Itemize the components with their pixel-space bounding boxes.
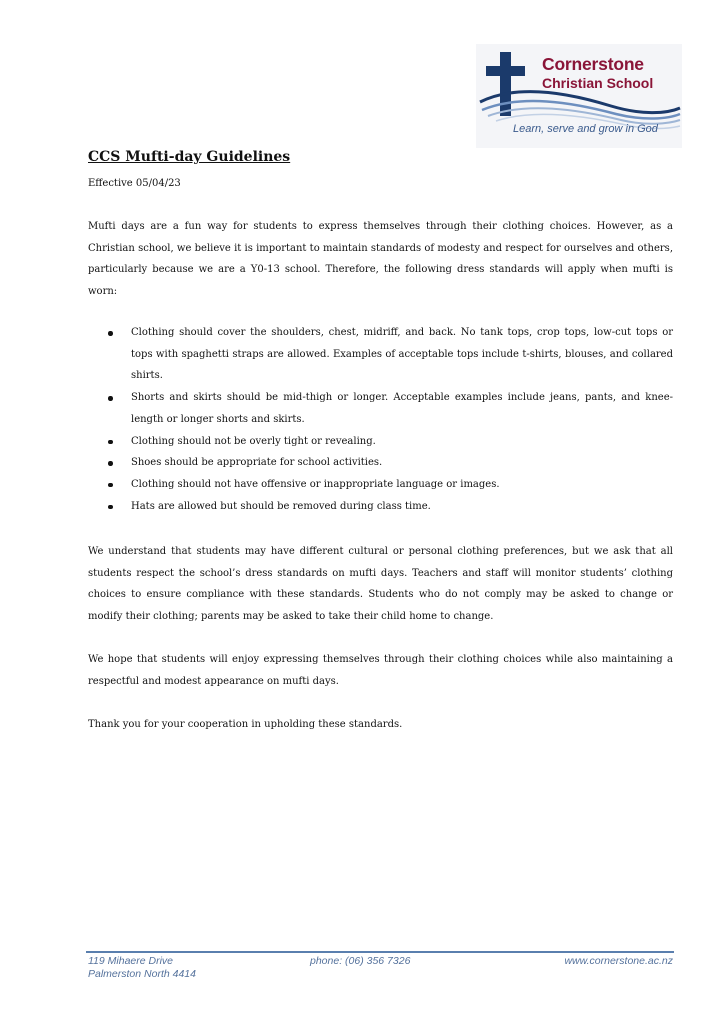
footer-website: www.cornerstone.ac.nz [564,955,673,967]
list-item-text: Shoes should be appropriate for school activities. [131,457,383,469]
hope-paragraph: We hope that students will enjoy expressing themselves through their clothing choices while also maintaining a respectful and modest appearance on mufti days. [88,654,673,687]
footer-divider [86,951,674,953]
school-name-line2: Christian School [542,75,654,91]
list-item [88,452,673,474]
bullet-icon [108,440,113,445]
list-item-text: Hats are allowed but should be removed during class time. [131,500,431,512]
school-name-line1: Cornerstone [542,54,644,74]
list-item [88,387,673,430]
footer-address [88,955,196,981]
document-title: CCS Mufti-day Guidelines [88,149,291,165]
list-item-text: Shorts and skirts should be mid-thigh or longer. Acceptable examples include jeans, pants, and knee-length or longer shorts and skirts. [131,392,673,425]
list-item [88,496,673,518]
bullet-icon [108,461,113,466]
bullet-icon [108,483,113,488]
dress-standards-list [88,322,673,517]
list-item-text: Clothing should not be overly tight or revealing. [131,435,376,447]
bullet-icon [108,331,113,336]
closing-paragraph: Thank you for your cooperation in upholding these standards. [88,719,403,730]
address-line2: Palmerston North 4414 [88,968,196,980]
list-item-text: Clothing should cover the shoulders, chest, midriff, and back. No tank tops, crop tops, low-cut tops or tops with spaghetti straps are allowed. Examples of acceptable tops include t-shirts, blouses, and collared shirts. [131,327,673,382]
list-item [88,322,673,387]
intro-paragraph: Mufti days are a fun way for students to express themselves through their clothing choices. However, as a Christian school, we believe it is important to maintain standards of modesty and respect for ourselves and others, particularly because we are a Y0-13 school. Therefore, the following dress standards will apply when mufti is worn: [88,221,673,297]
list-item-text: Clothing should not have offensive or inappropriate language or images. [131,478,500,490]
address-line1: 119 Mihaere Drive [88,955,174,967]
compliance-paragraph: We understand that students may have different cultural or personal clothing preferences, but we ask that all students respect the school’s dress standards on mufti days. Teachers and staff will monitor students’ clothing choices to ensure compliance with these standards. Students who do not comply may be asked to change or modify their clothing; parents may be asked to take their child home to change. [88,546,673,622]
effective-date: Effective 05/04/23 [88,178,181,189]
footer-phone: phone: (06) 356 7326 [310,955,411,967]
bullet-icon [108,505,113,510]
bullet-icon [108,396,113,401]
list-item [88,431,673,453]
school-logo [476,44,682,148]
school-tagline: Learn, serve and grow in God [513,123,658,135]
list-item [88,474,673,496]
